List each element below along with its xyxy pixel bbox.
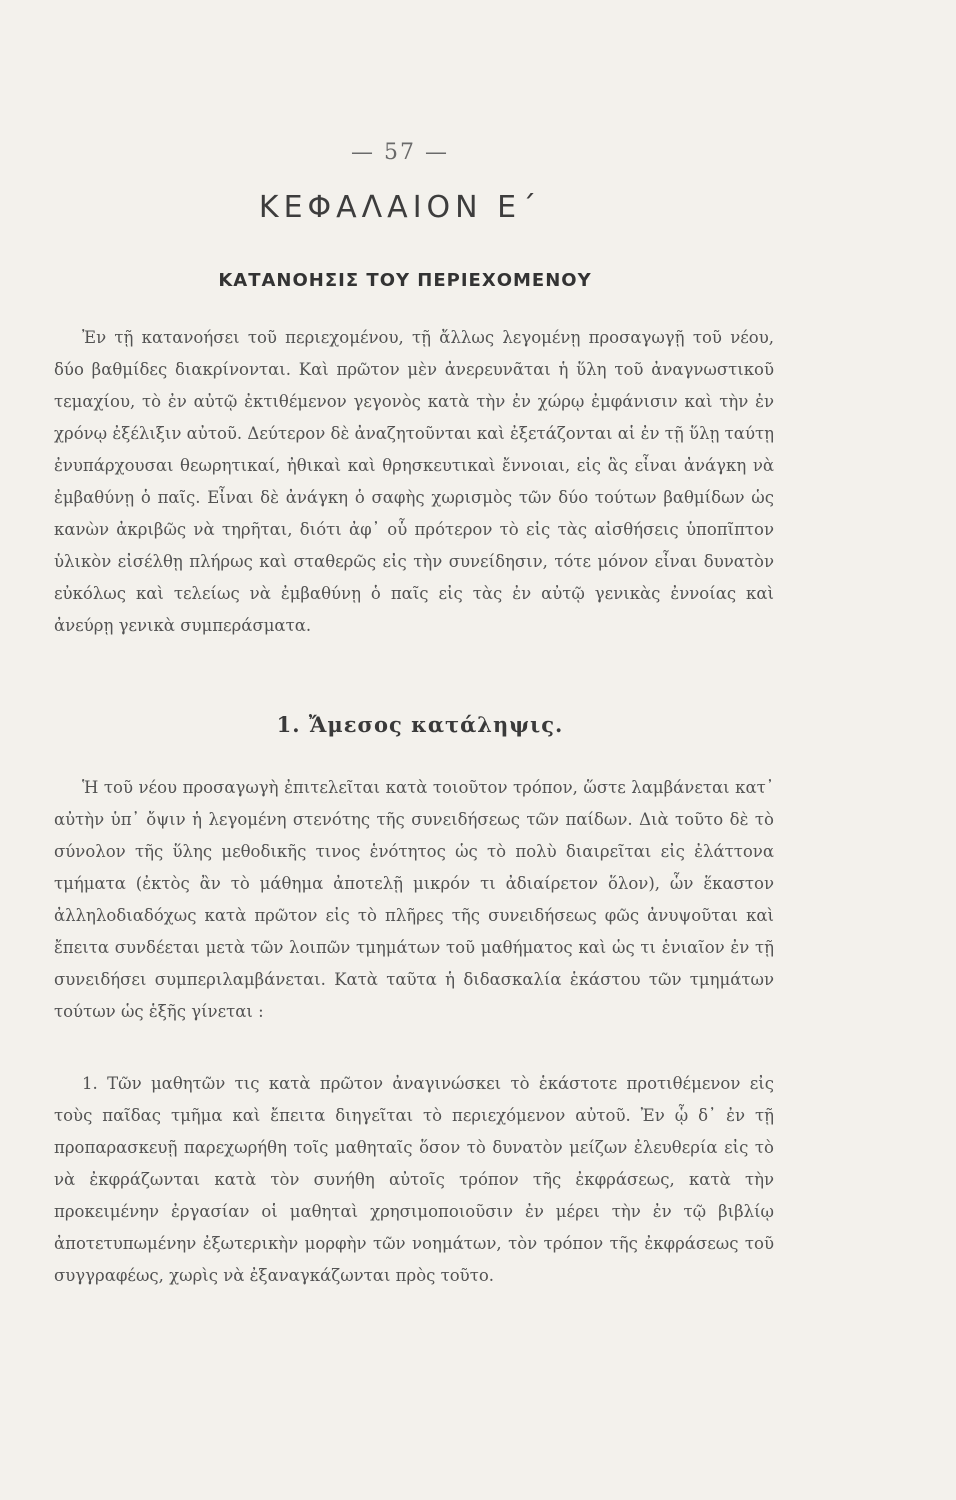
- intro-paragraph-block: [54, 322, 774, 642]
- section-heading: 1. Ἄμεσος κατάληψις.: [276, 712, 564, 737]
- chapter-subtitle: ΚΑΤΑΝΟΗΣΙΣ ΤΟΥ ΠΕΡΙΕΧΟΜΕΝΟΥ: [218, 270, 592, 291]
- chapter-title: ΚΕΦΑΛΑΙΟΝ Ε΄: [258, 190, 542, 225]
- section-paragraph-2-block: [54, 1068, 774, 1292]
- page-number: — 57 —: [351, 140, 449, 165]
- intro-paragraph: Ἐν τῇ κατανοήσει τοῦ περιεχομένου, τῇ ἄλλως λεγομένῃ προσαγωγῇ τοῦ νέου, δύο βαθμίδες διακρίνονται. Καὶ πρῶτον μὲν ἀνερευνᾶται ἡ ὕλη τοῦ ἀναγνωστικοῦ τεμαχίου, τὸ ἐν αὐτῷ ἐκτιθέμενον γεγονὸς κατὰ τὴν ἐν χώρῳ ἐμφάνισιν καὶ τὴν ἐν χρόνῳ ἐξέλιξιν αὐτοῦ. Δεύτερον δὲ ἀναζητοῦνται καὶ ἐξετάζονται αἱ ἐν τῇ ὕλῃ ταύτῃ ἐνυπάρχουσαι θεωρητικαί, ἠθικαὶ καὶ θρησκευτικαὶ ἔννοιαι, εἰς ἃς εἶναι ἀνάγκη νὰ ἐμβαθύνῃ ὁ παῖς. Εἶναι δὲ ἀνάγκη ὁ σαφὴς χωρισμὸς τῶν δύο τούτων βαθμίδων ὡς κανὼν ἀκριβῶς νὰ τηρῆται, διότι ἀφ᾽ οὗ πρότερον τὸ εἰς τὰς αἰσθήσεις ὑποπῖπτον ὑλικὸν εἰσέλθῃ πλήρως καὶ σταθερῶς εἰς τὴν συνείδησιν, τότε μόνον εἶναι δυνατὸν εὐκόλως καὶ τελείως νὰ ἐμβαθύνῃ ὁ παῖς εἰς τὰς ἐν αὐτῷ γενικὰς ἐννοίας καὶ ἀνεύρῃ γενικὰ συμπεράσματα.: [54, 328, 774, 635]
- section-paragraph-2: 1. Τῶν μαθητῶν τις κατὰ πρῶτον ἀναγινώσκει τὸ ἑκάστοτε προτιθέμενον εἰς τοὺς παῖδας τμῆμα καὶ ἔπειτα διηγεῖται τὸ περιεχόμενον αὐτοῦ. Ἐν ᾧ δ᾽ ἐν τῇ προπαρασκευῇ παρεχωρήθη τοῖς μαθηταῖς ὅσον τὸ δυνατὸν μείζων ἐλευθερία εἰς τὸ νὰ ἐκφράζωνται κατὰ τὸν συνήθη αὐτοῖς τρόπον τῆς ἐκφράσεως, κατὰ τὴν προκειμένην ἐργασίαν οἱ μαθηταὶ χρησιμοποιοῦσιν ἐν μέρει τὴν ἐν τῷ βιβλίῳ ἀποτετυπωμένην ἐξωτερικὴν μορφὴν τῶν νοημάτων, τὸν τρόπον τῆς ἐκφράσεως τοῦ συγγραφέως, χωρὶς νὰ ἐξαναγκάζωνται πρὸς τοῦτο.: [54, 1074, 774, 1285]
- section-paragraph-1: Ἡ τοῦ νέου προσαγωγὴ ἐπιτελεῖται κατὰ τοιοῦτον τρόπον, ὥστε λαμβάνεται κατ᾽ αὐτὴν ὑπ᾽ ὄψιν ἡ λεγομένη στενότης τῆς συνειδήσεως τῶν παίδων. Διὰ τοῦτο δὲ τὸ σύνολον τῆς ὕλης μεθοδικῆς τινος ἑνότητος ὡς τὸ πολὺ διαιρεῖται εἰς ἐλάττονα τμήματα (ἐκτὸς ἂν τὸ μάθημα ἀποτελῇ μικρόν τι ἀδιαίρετον ὅλον), ὧν ἕκαστον ἀλληλοδιαδόχως κατὰ πρῶτον εἰς τὸ πλῆρες τῆς συνειδήσεως φῶς ἀνυψοῦται καὶ ἔπειτα συνδέεται μετὰ τῶν λοιπῶν τμημάτων τοῦ μαθήματος καὶ ὡς τι ἑνιαῖον ἐν τῇ συνειδήσει συμπεριλαμβάνεται. Κατὰ ταῦτα ἡ διδασκαλία ἑκάστου τῶν τμημάτων τούτων ὡς ἑξῆς γίνεται :: [54, 778, 774, 1021]
- section-paragraph-1-block: [54, 772, 774, 1028]
